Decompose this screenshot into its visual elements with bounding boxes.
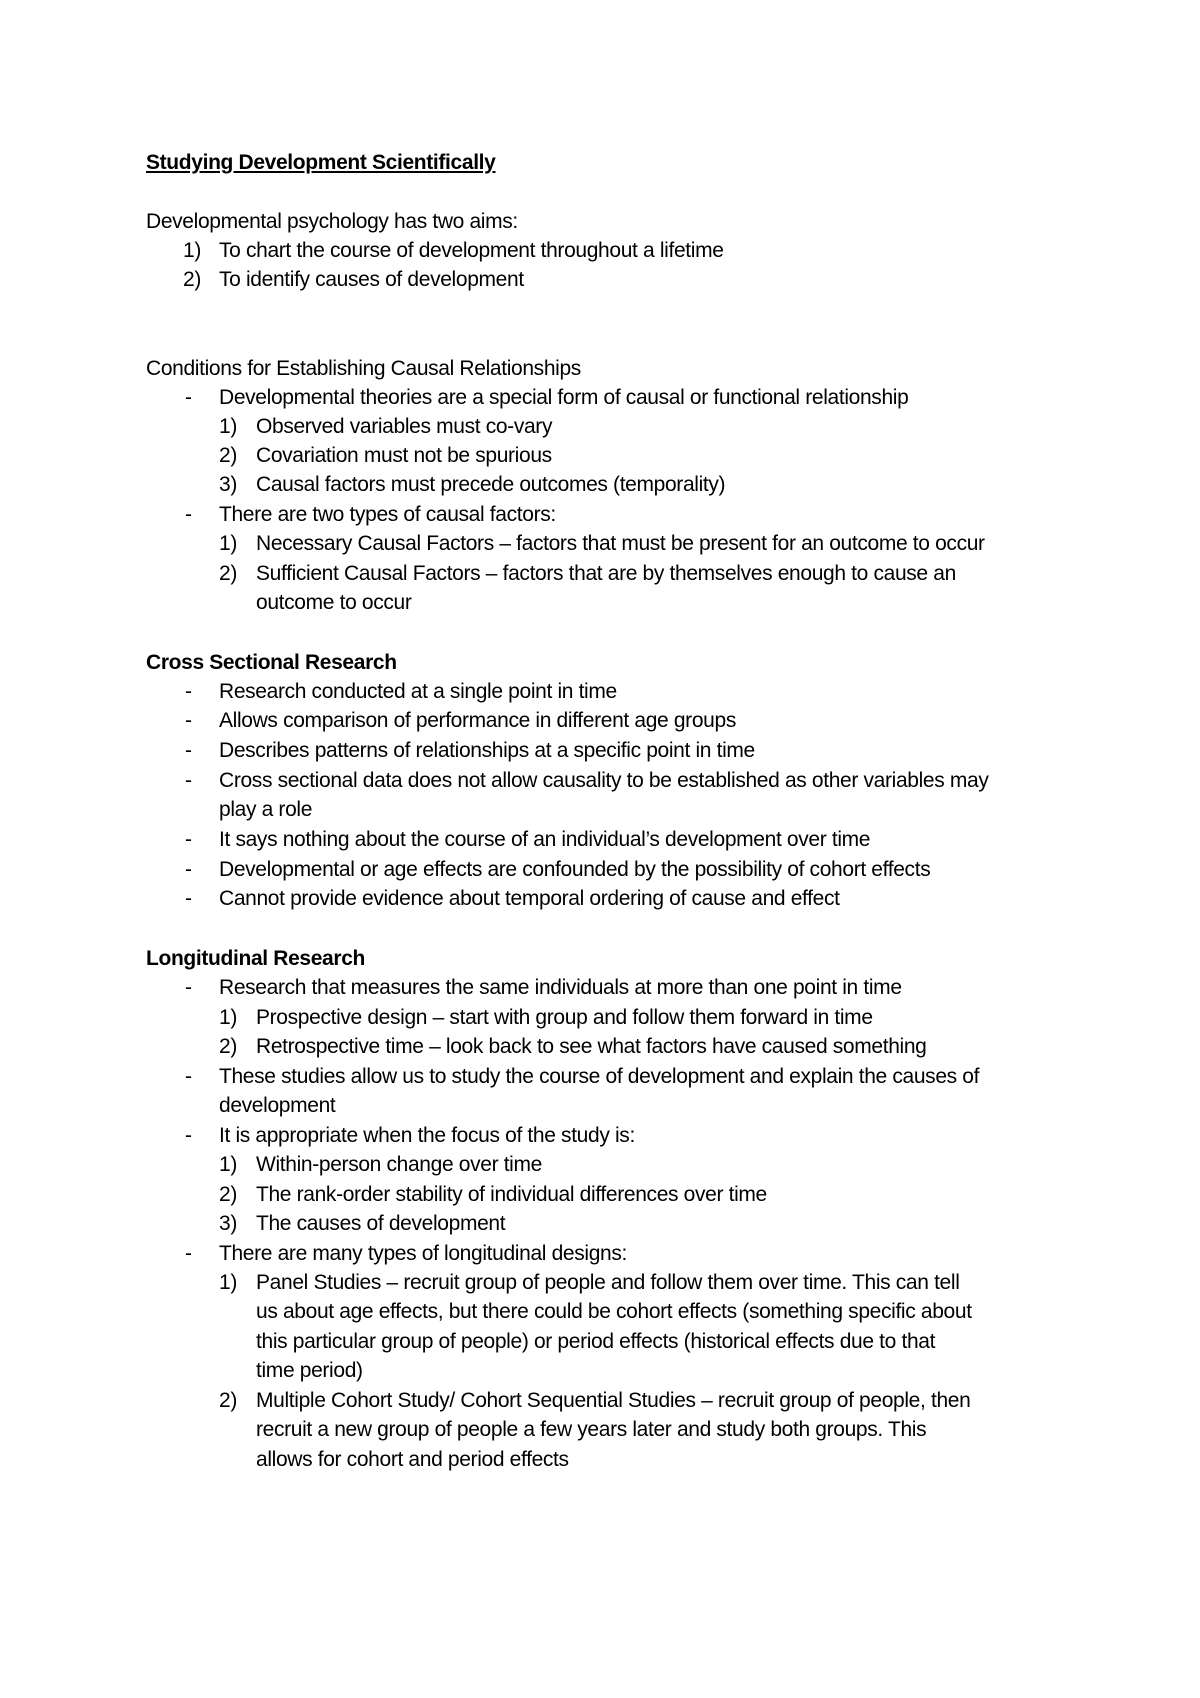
bullet-dash: - — [185, 858, 192, 881]
list-item: Panel Studies – recruit group of people and follow them over time. This can tell — [256, 1271, 960, 1294]
list-item-continuation: recruit a new group of people a few years later and study both groups. This — [256, 1418, 927, 1441]
bullet-dash: - — [185, 680, 192, 703]
bullet-text: Research conducted at a single point in time — [219, 680, 617, 703]
list-marker: 1) — [219, 1153, 237, 1176]
list-item: Causal factors must precede outcomes (temporality) — [256, 473, 726, 496]
bullet-text: Describes patterns of relationships at a specific point in time — [219, 739, 755, 762]
bullet-dash: - — [185, 1124, 192, 1147]
list-marker: 2) — [219, 1183, 237, 1206]
bullet-dash: - — [185, 709, 192, 732]
list-marker: 2) — [219, 1035, 237, 1058]
bullet-dash: - — [185, 769, 192, 792]
list-item-continuation: us about age effects, but there could be cohort effects (something specific about — [256, 1300, 972, 1323]
bullet-text: There are many types of longitudinal designs: — [219, 1242, 627, 1265]
document-title: Studying Development Scientifically — [146, 151, 496, 174]
list-marker: 1) — [183, 239, 201, 262]
list-item: Within-person change over time — [256, 1153, 542, 1176]
list-item: Covariation must not be spurious — [256, 444, 552, 467]
bullet-text: Allows comparison of performance in different age groups — [219, 709, 736, 732]
list-marker: 3) — [219, 1212, 237, 1235]
bullet-dash: - — [185, 739, 192, 762]
bullet-dash: - — [185, 976, 192, 999]
list-item: The rank-order stability of individual differences over time — [256, 1183, 767, 1206]
list-item: Prospective design – start with group and follow them forward in time — [256, 1006, 873, 1029]
list-item: Multiple Cohort Study/ Cohort Sequential Studies – recruit group of people, then — [256, 1389, 971, 1412]
list-marker: 2) — [219, 444, 237, 467]
section-heading-cross-sectional: Cross Sectional Research — [146, 651, 397, 674]
bullet-text: These studies allow us to study the course of development and explain the causes of — [219, 1065, 980, 1088]
list-marker: 1) — [219, 532, 237, 555]
list-item-continuation: this particular group of people) or period effects (historical effects due to that — [256, 1330, 936, 1353]
list-item: Sufficient Causal Factors – factors that are by themselves enough to cause an — [256, 562, 956, 585]
bullet-text-continuation: play a role — [219, 798, 313, 821]
bullet-dash: - — [185, 828, 192, 851]
bullet-text: Research that measures the same individuals at more than one point in time — [219, 976, 902, 999]
list-marker: 1) — [219, 415, 237, 438]
list-item-continuation: outcome to occur — [256, 591, 412, 614]
bullet-dash: - — [185, 1242, 192, 1265]
list-item: Observed variables must co-vary — [256, 415, 553, 438]
list-marker: 2) — [183, 268, 201, 291]
section-heading-longitudinal: Longitudinal Research — [146, 947, 366, 970]
bullet-text: Cross sectional data does not allow causality to be established as other variables may — [219, 769, 989, 792]
bullet-text: Cannot provide evidence about temporal ordering of cause and effect — [219, 887, 840, 910]
bullet-dash: - — [185, 1065, 192, 1088]
section-heading-causal: Conditions for Establishing Causal Relationships — [146, 357, 581, 380]
list-item: Retrospective time – look back to see what factors have caused something — [256, 1035, 927, 1058]
bullet-text: Developmental or age effects are confounded by the possibility of cohort effects — [219, 858, 931, 881]
intro-text: Developmental psychology has two aims: — [146, 210, 518, 233]
bullet-text-continuation: development — [219, 1094, 336, 1117]
list-item: To chart the course of development throughout a lifetime — [219, 239, 724, 262]
list-item-continuation: allows for cohort and period effects — [256, 1448, 569, 1471]
bullet-text: It says nothing about the course of an individual’s development over time — [219, 828, 871, 851]
list-item-continuation: time period) — [256, 1359, 363, 1382]
list-marker: 3) — [219, 473, 237, 496]
list-item: The causes of development — [256, 1212, 506, 1235]
bullet-text: It is appropriate when the focus of the study is: — [219, 1124, 635, 1147]
bullet-text: There are two types of causal factors: — [219, 503, 556, 526]
list-item: To identify causes of development — [219, 268, 524, 291]
bullet-text: Developmental theories are a special form of causal or functional relationship — [219, 386, 909, 409]
list-item: Necessary Causal Factors – factors that must be present for an outcome to occur — [256, 532, 985, 555]
list-marker: 1) — [219, 1006, 237, 1029]
list-marker: 2) — [219, 562, 237, 585]
list-marker: 2) — [219, 1389, 237, 1412]
list-marker: 1) — [219, 1271, 237, 1294]
bullet-dash: - — [185, 887, 192, 910]
bullet-dash: - — [185, 386, 192, 409]
bullet-dash: - — [185, 503, 192, 526]
